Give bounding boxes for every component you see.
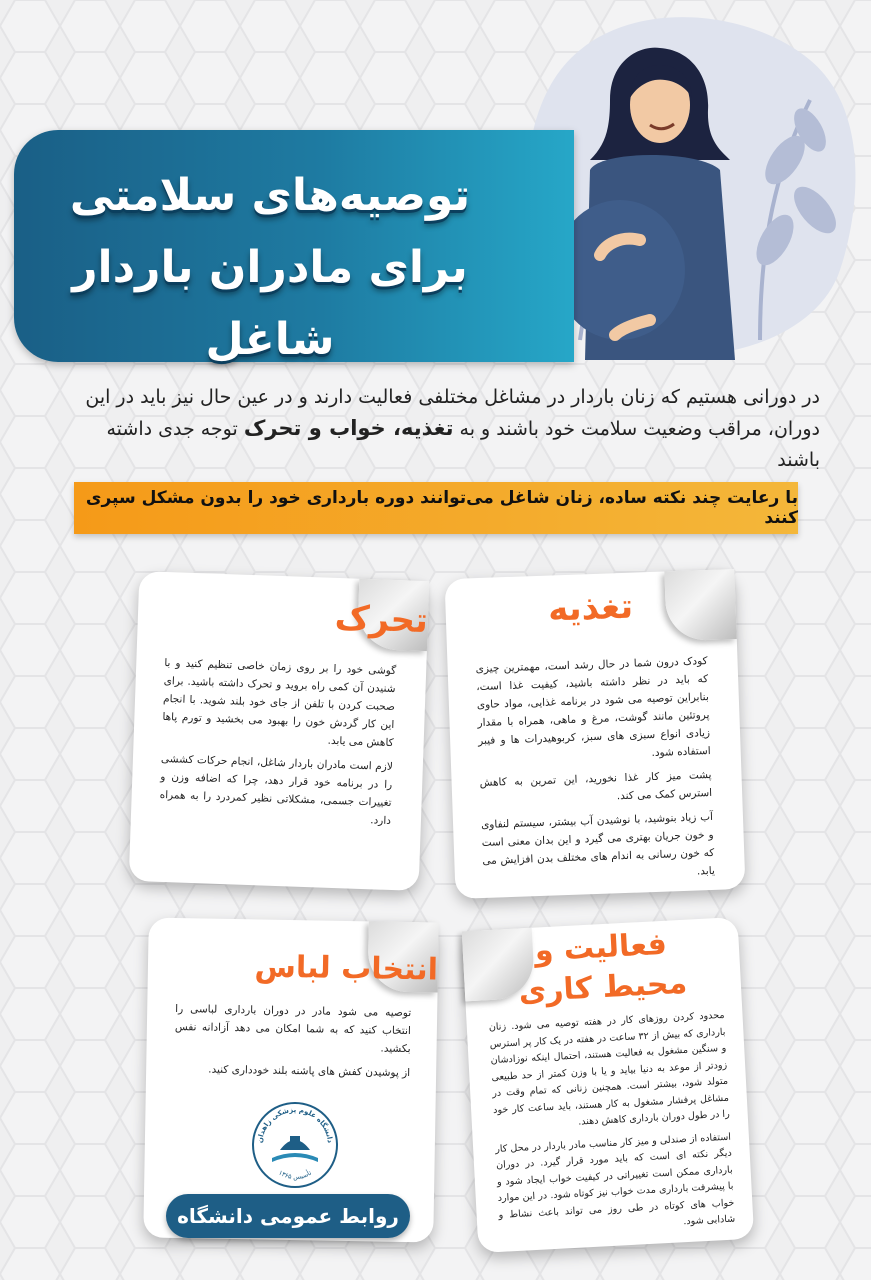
workplace-p2: استفاده از صندلی و میز کار مناسب مادر باردار در محل کار دیگر نکته ای است که باید مورد قرار گیرد. در دوران بارداری ممکن است تغییراتی در کیفیت خواب ایجاد شود و با پیشرفت بارداری مدت خواب نیز کوتاه شود. در این موارد خواب های کوتاه در طی روز می تواند باعث نشاط و شادابی شود. [494, 1131, 736, 1228]
nutrition-p2: پشت میز کار غذا نخورید، این تمرین به کاهش استرس کمک می کند. [479, 768, 713, 803]
intro-text-2: توجه جدی داشته باشند [106, 418, 820, 471]
nutrition-p1: کودک درون شما در حال رشد است، مهمترین چیزی که باید در نظر داشته باشید، کیفیت غذا است، بنابراین توصیه می شود در برنامه غذایی، مواد حاوی پروتئین مانند گوشت، مرغ و ماهی، همراه با مقدار زیادی انواع سبزی های سبز، کربوهیدرات ها و فیبر استفاده شود. [475, 655, 711, 760]
clothing-p2: از پوشیدن کفش های پاشنه بلند خودداری کنید. [208, 1063, 411, 1080]
card-body-nutrition [475, 652, 715, 894]
movement-p2: لازم است مادران باردار شاغل، انجام حرکات کششی را در برنامه خود قرار دهد، چرا که اضافه وزن و تغییرات جسمی، مشکلاتی نظیر کمردرد را به همراه دارد. [159, 752, 394, 827]
workplace-title-1: فعالیت و [533, 926, 668, 969]
workplace-p1: محدود کردن روزهای کار در هفته توصیه می شود. زنان بارداری که بیش از ۳۲ ساعت در هفته در یک کار پر استرس و سنگین مشغول به فعالیت هستند، احتمال اینکه نوزادشان زودتر از موعد به دنیا بیاید و یا با وزن کمتر از حد طبیعی متولد شود، بیشتر است. همچنین زنانی که تمام وقت در مشاغل پرفشار مشغول به کار هستند، باید ساعت کار خود را در طول دوران بارداری کاهش دهند. [488, 1009, 730, 1128]
intro-text-1: در دورانی هستیم که زنان باردار در مشاغل مختلفی فعالیت دارند و در عین حال نیز باید در این دوران، مراقب وضعیت سلامت خود باشند و به [85, 386, 820, 440]
pregnant-woman-illustration [550, 40, 750, 360]
public-relations-button[interactable]: روابط عمومی دانشگاه [166, 1194, 410, 1238]
university-logo-icon [250, 1100, 340, 1190]
card-body-movement [159, 654, 397, 836]
highlight-bar: با رعایت چند نکته ساده، زنان شاغل می‌توانند دوره بارداری خود را بدون مشکل سپری کنند [74, 482, 798, 534]
card-title-nutrition: تغذیه [547, 586, 634, 630]
logo-year: تأسیس ۱۳۶۵ [277, 1168, 313, 1182]
nutrition-p3: آب زیاد بنوشید، با نوشیدن آب بیشتر، سیستم لنفاوی و خون جریان بهتری می گیرد و این بدان معنی است که خون رسانی به اندام های مختلف بدن افزایش می یابد. [480, 810, 716, 878]
title-line-2: برای مادران باردار شاغل [72, 242, 468, 365]
card-workplace [462, 917, 754, 1253]
card-title-workplace [462, 921, 742, 1015]
logo-name: دانشگاه علوم پزشکی زاهدان [255, 1105, 334, 1144]
title-line-1: توصیه‌های سلامتی [69, 170, 471, 221]
card-title-movement: تحرک [334, 597, 429, 642]
page-title [40, 160, 500, 376]
card-body-workplace [488, 1008, 736, 1247]
card-nutrition [445, 569, 746, 899]
movement-p1: گوشی خود را بر روی زمان خاصی تنظیم کنید و با شنیدن آن کمی راه بروید و تحرک داشته باشید. برای صحبت کردن با تلفن از جای خود بلند شوید. با انجام این کار گردش خون را بهبود می بخشید و تورم پاها کاهش می یابد. [162, 656, 397, 750]
card-movement [129, 571, 430, 891]
workplace-title-2: محیط کاری [517, 965, 688, 1010]
card-title-clothing: انتخاب لباس [254, 949, 439, 988]
card-body-clothing [174, 1000, 411, 1088]
intro-bold: تغذیه، خواب و تحرک [243, 416, 454, 440]
intro-paragraph [60, 382, 820, 476]
clothing-p1: توصیه می شود مادر در دوران بارداری لباسی را انتخاب کنید که به شما امکان می دهد آزادانه نفس بکشید. [174, 1002, 412, 1056]
